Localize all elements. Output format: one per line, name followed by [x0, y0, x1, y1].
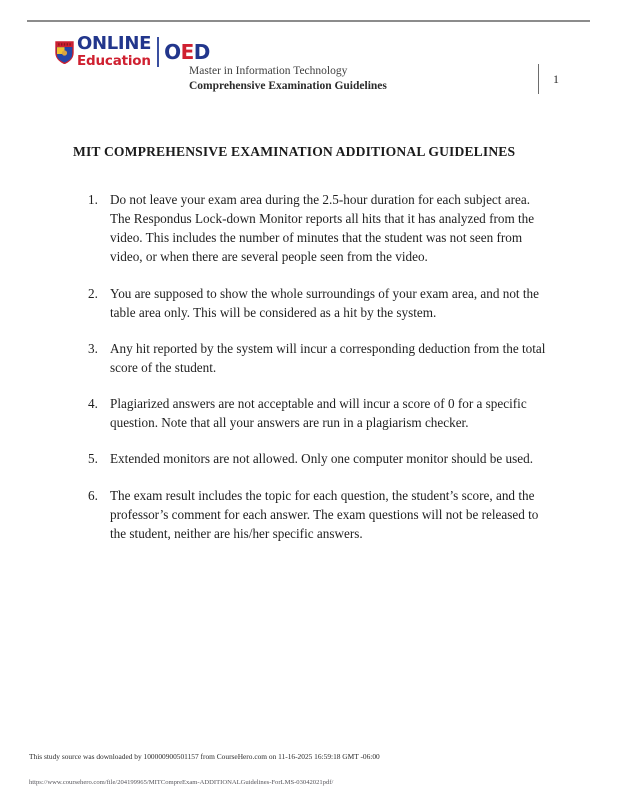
header-document-subtitle: Comprehensive Examination Guidelines	[189, 80, 387, 93]
list-item	[88, 339, 548, 377]
download-notice: This study source was downloaded by 100000900501157 from CourseHero.com on 11-16-2025 16:59:18 GMT -06:00	[29, 752, 380, 761]
list-item-number: 3.	[88, 340, 98, 356]
list-item-number: 1.	[88, 192, 98, 207]
list-item	[88, 449, 548, 468]
header-program-name: Master in Information Technology	[189, 65, 348, 77]
logo-word-online: ONLINE	[77, 33, 152, 55]
list-item	[88, 394, 548, 432]
running-header	[189, 64, 559, 94]
logo-divider	[157, 37, 159, 67]
list-item	[88, 190, 548, 267]
list-item-number: 6.	[88, 487, 98, 503]
header-divider-rule	[27, 20, 590, 22]
logo-letter-o: O	[164, 40, 181, 64]
page-number: 1	[553, 72, 559, 86]
page-number-group	[538, 64, 559, 94]
list-item-number: 4.	[88, 396, 98, 412]
list-item-text: You are supposed to show the whole surroundings of your exam area, and not the table area only. This will be considered as a hit by the system.	[110, 285, 540, 320]
source-url[interactable]: https://www.coursehero.com/file/204199965/MITCompreExam-ADDITIONALGuidelines-ForLMS-03042021pdf/	[29, 779, 334, 786]
page-title: MIT COMPREHENSIVE EXAMINATION ADDITIONAL GUIDELINES	[73, 144, 516, 159]
page-number-divider	[538, 64, 539, 94]
guidelines-list	[88, 190, 548, 560]
logo-letter-e: E	[180, 40, 194, 64]
list-item	[88, 284, 548, 322]
logo-letter-d: D	[193, 40, 210, 64]
list-item-number: 5.	[88, 451, 98, 467]
header-title-block	[189, 64, 387, 94]
list-item-text: Extended monitors are not allowed. Only one computer monitor should be used.	[110, 451, 534, 467]
shield-crest-icon	[55, 40, 74, 64]
logo-wordmark	[77, 35, 151, 69]
logo-word-education: Education	[77, 53, 151, 70]
list-item-number: 2.	[88, 285, 98, 301]
oed-logo	[55, 35, 210, 69]
list-item-text: Any hit reported by the system will incur a corresponding deduction from the total score of the student.	[110, 340, 546, 375]
list-item	[88, 486, 548, 543]
list-item-text: Plagiarized answers are not acceptable and will incur a score of 0 for a specific question. Note that all your answers are run in a plagiarism checker.	[110, 396, 527, 431]
logo-abbreviation-oed	[164, 42, 210, 62]
list-item-text: The exam result includes the topic for each question, the student’s score, and the professor’s comment for each answer. The exam questions will not be released to the student, neither are his/her specific answers.	[110, 487, 539, 541]
list-item-text: Do not leave your exam area during the 2.5-hour duration for each subject area. The Respondus Lock-down Monitor reports all hits that it has analyzed from the video. This includes the number of minutes that the student was not seen from video, or when there are several people seen from the video.	[110, 192, 535, 265]
